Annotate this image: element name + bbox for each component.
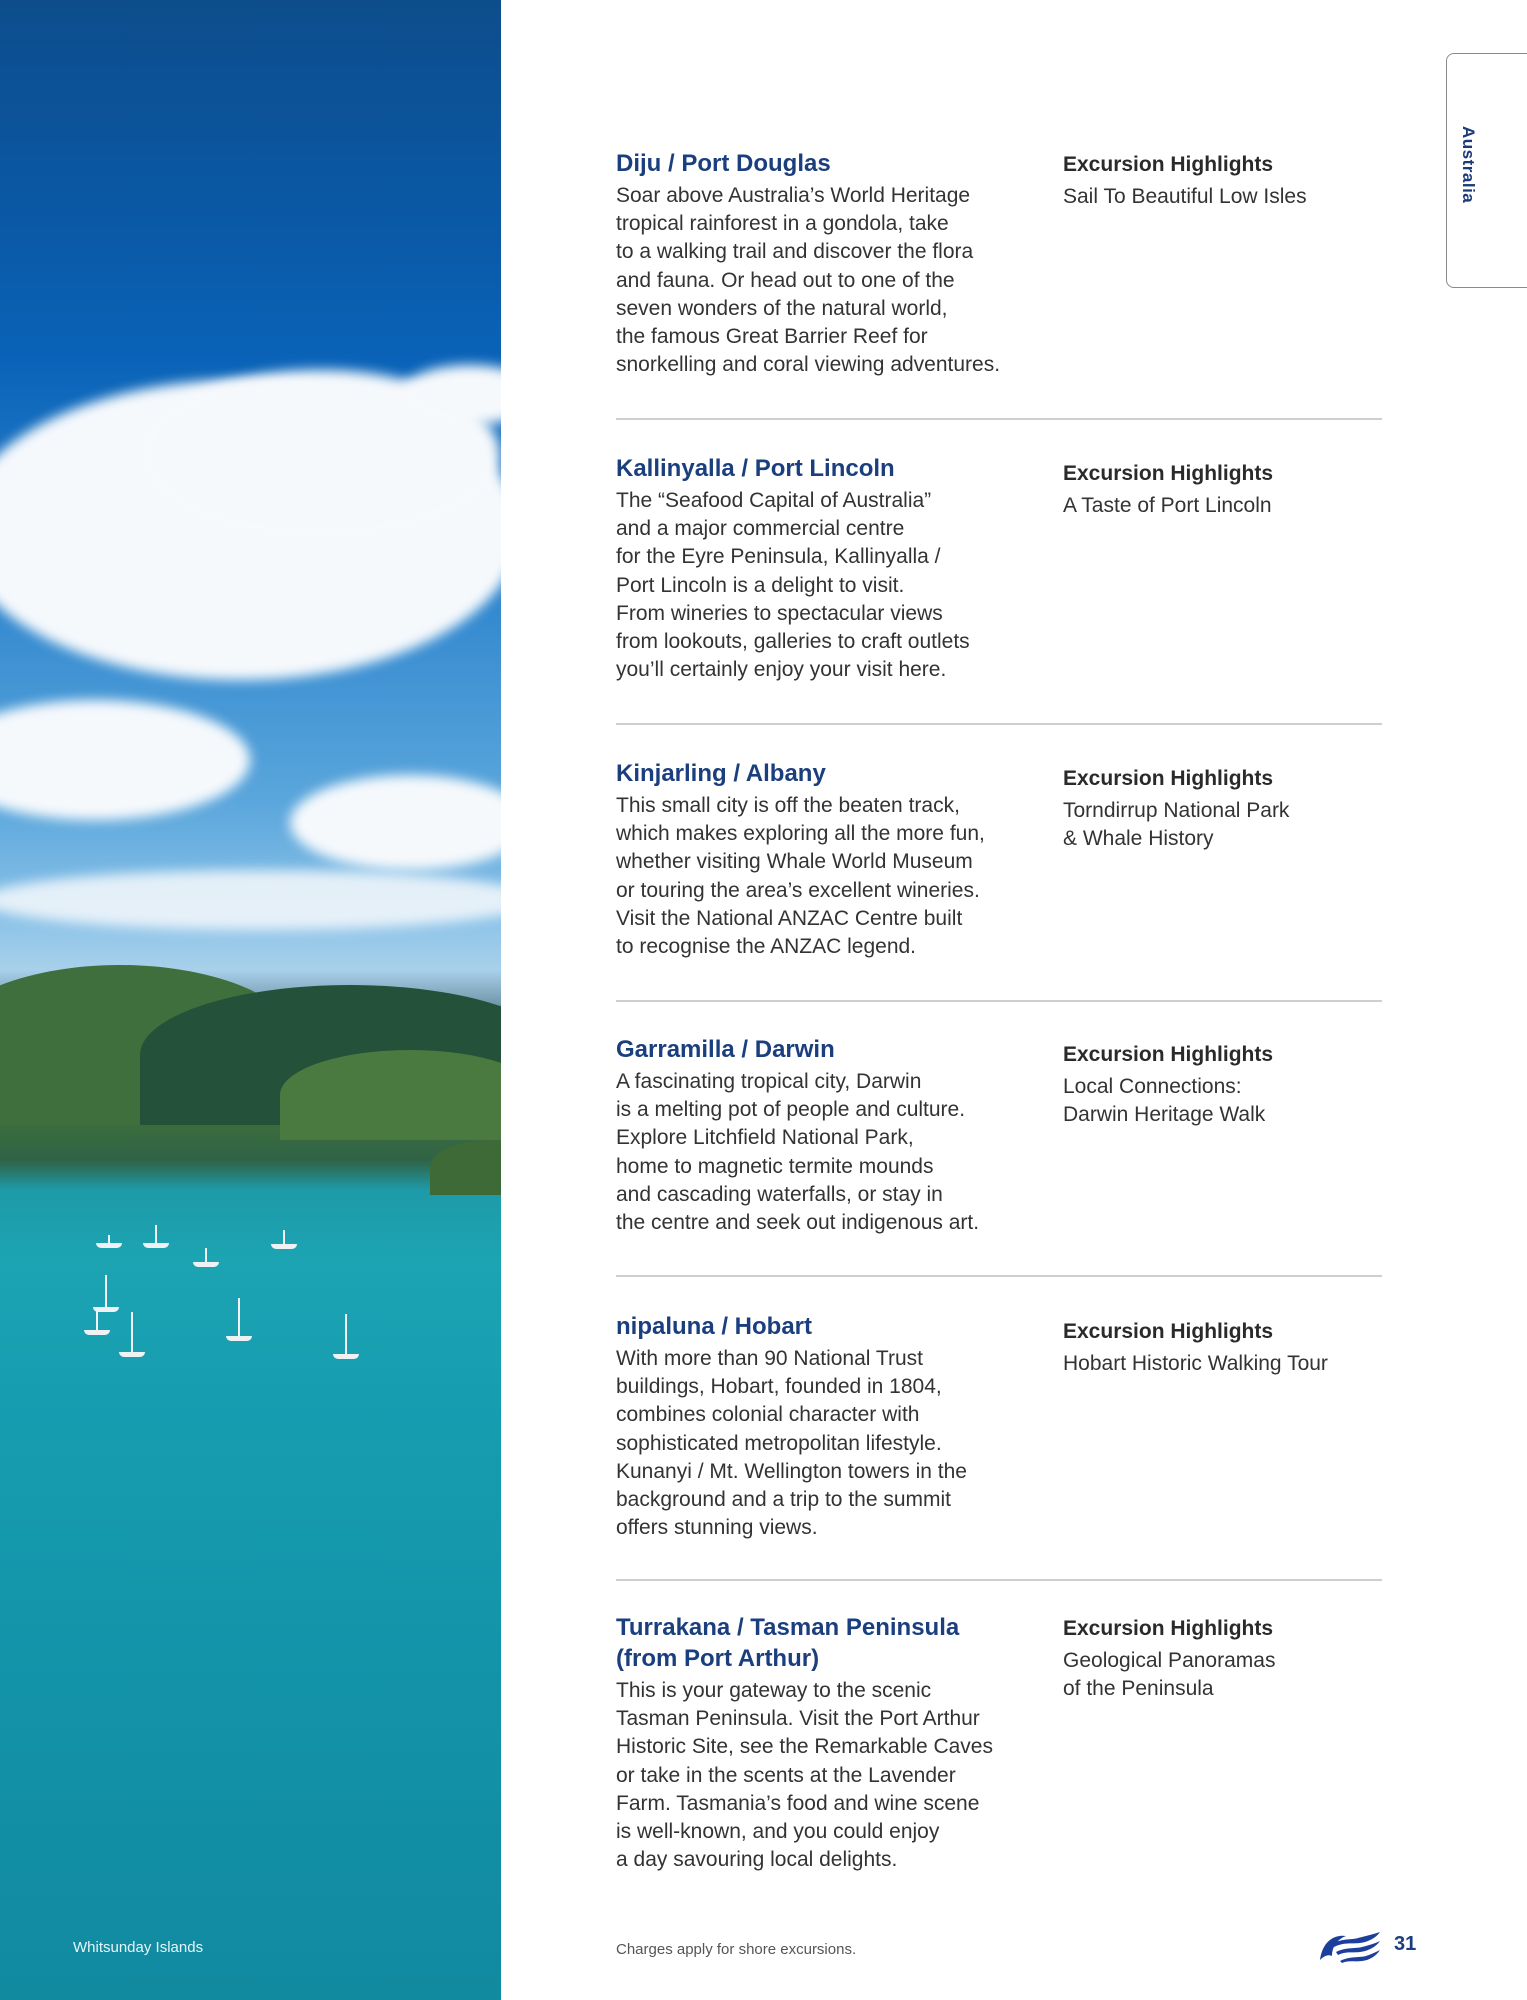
body-line: and cascading waterfalls, or stay in [616, 1182, 943, 1206]
destination-description [616, 182, 1046, 379]
body-line: Kunanyi / Mt. Wellington towers in the [616, 1459, 967, 1483]
body-line: home to magnetic termite mounds [616, 1154, 934, 1178]
destination-section-tasman-peninsula [616, 1612, 1396, 1874]
highlights-label: Excursion Highlights [1063, 1320, 1274, 1343]
body-line: the centre and seek out indigenous art. [616, 1211, 980, 1235]
excursion-highlights [1063, 1612, 1393, 1703]
highlights-label: Excursion Highlights [1063, 462, 1274, 485]
body-line: which makes exploring all the more fun, [616, 822, 985, 846]
body-line: or touring the area’s excellent wineries. [616, 878, 980, 902]
cloud-shape [290, 775, 501, 870]
highlight-line: Sail To Beautiful Low Isles [1063, 185, 1307, 208]
body-line: tropical rainforest in a gondola, take [616, 212, 949, 236]
body-line: or take in the scents at the Lavender [616, 1763, 956, 1787]
wave-logo-icon [1318, 1930, 1382, 1964]
destination-description [616, 1345, 1046, 1542]
section-divider [616, 1579, 1382, 1581]
body-line: With more than 90 National Trust [616, 1347, 923, 1370]
body-line: for the Eyre Peninsula, Kallinyalla / [616, 545, 941, 569]
highlight-line: A Taste of Port Lincoln [1063, 494, 1272, 517]
destination-title: Kallinyalla / Port Lincoln [616, 455, 895, 482]
body-line: A fascinating tropical city, Darwin [616, 1070, 922, 1093]
boat [283, 1230, 285, 1244]
destination-title: nipaluna / Hobart [616, 1313, 813, 1340]
boat [108, 1235, 110, 1243]
cloud-shape [0, 700, 250, 820]
body-line: snorkelling and coral viewing adventures. [616, 353, 1001, 377]
footnote-charges: Charges apply for shore excursions. [616, 1941, 857, 1958]
body-line: This small city is off the beaten track, [616, 794, 960, 817]
highlight-line: of the Peninsula [1063, 1677, 1214, 1701]
highlights-value [1063, 1350, 1393, 1378]
excursion-highlights [1063, 762, 1393, 853]
body-line: you’ll certainly enjoy your visit here. [616, 658, 947, 682]
body-line: Tasman Peninsula. Visit the Port Arthur [616, 1707, 980, 1731]
excursion-highlights [1063, 148, 1393, 211]
boat [155, 1225, 157, 1243]
section-divider [616, 1000, 1382, 1002]
boat [205, 1248, 207, 1262]
body-line: is a melting pot of people and culture. [616, 1098, 966, 1122]
boat [105, 1275, 107, 1307]
body-line: offers stunning views. [616, 1516, 818, 1540]
highlights-label: Excursion Highlights [1063, 153, 1274, 176]
body-line: is well-known, and you could enjoy [616, 1820, 940, 1844]
highlights-value [1063, 1073, 1393, 1129]
page-number: 31 [1394, 1933, 1417, 1955]
destination-section-hobart [616, 1311, 1396, 1542]
body-line: to a walking trail and discover the flora [616, 240, 974, 264]
body-line: This is your gateway to the scenic [616, 1679, 932, 1702]
destination-section-port-douglas [616, 148, 1396, 379]
highlight-line: & Whale History [1063, 827, 1214, 851]
body-line: combines colonial character with [616, 1403, 920, 1427]
body-line: Farm. Tasmania’s food and wine scene [616, 1791, 980, 1815]
body-line: whether visiting Whale World Museum [616, 850, 973, 874]
destination-description [616, 1677, 1046, 1874]
body-line: sophisticated metropolitan lifestyle. [616, 1431, 942, 1455]
highlights-value [1063, 492, 1393, 520]
body-line: background and a trip to the summit [616, 1488, 952, 1512]
destination-section-darwin [616, 1034, 1396, 1237]
highlights-value [1063, 1647, 1393, 1703]
highlight-line: Local Connections: [1063, 1075, 1242, 1098]
highlight-line: Hobart Historic Walking Tour [1063, 1352, 1328, 1375]
body-line: The “Seafood Capital of Australia” [616, 489, 932, 512]
destination-title: Diju / Port Douglas [616, 150, 831, 177]
destination-description [616, 487, 1046, 684]
highlights-label: Excursion Highlights [1063, 1617, 1274, 1640]
body-line: and fauna. Or head out to one of the [616, 268, 955, 292]
highlight-line: Torndirrup National Park [1063, 799, 1290, 822]
photo-caption: Whitsunday Islands [73, 1939, 204, 1956]
hill-shape [430, 1140, 501, 1195]
destination-description [616, 1068, 1046, 1237]
destination-title: Garramilla / Darwin [616, 1036, 835, 1063]
highlights-value [1063, 183, 1393, 211]
boat [238, 1298, 240, 1336]
destination-section-port-lincoln [616, 453, 1396, 684]
title-line: Turrakana / Tasman Peninsula [616, 1614, 960, 1641]
highlight-line: Geological Panoramas [1063, 1649, 1276, 1672]
body-line: Port Lincoln is a delight to visit. [616, 573, 905, 597]
body-line: Visit the National ANZAC Centre built [616, 906, 963, 930]
body-line: Soar above Australia’s World Heritage [616, 184, 971, 207]
cloud-shape [0, 870, 501, 930]
destination-section-albany [616, 758, 1396, 961]
body-line: buildings, Hobart, founded in 1804, [616, 1375, 942, 1399]
excursion-highlights [1063, 1038, 1393, 1129]
section-divider [616, 418, 1382, 420]
section-tab-label: Australia [1459, 126, 1478, 204]
body-line: Explore Litchfield National Park, [616, 1126, 914, 1150]
section-divider [616, 1275, 1382, 1277]
destination-description [616, 792, 1046, 961]
title-line: (from Port Arthur) [616, 1645, 820, 1672]
body-line: and a major commercial centre [616, 517, 905, 541]
body-line: seven wonders of the natural world, [616, 296, 948, 320]
hero-photo-whitsunday [0, 0, 501, 2000]
body-line: from lookouts, galleries to craft outlets [616, 630, 970, 654]
boat [131, 1312, 133, 1352]
highlights-label: Excursion Highlights [1063, 1043, 1274, 1066]
boat [345, 1314, 347, 1354]
excursion-highlights [1063, 1315, 1393, 1378]
body-line: to recognise the ANZAC legend. [616, 935, 917, 959]
body-line: a day savouring local delights. [616, 1848, 898, 1872]
boat [96, 1310, 98, 1330]
highlights-label: Excursion Highlights [1063, 767, 1274, 790]
section-divider [616, 723, 1382, 725]
excursion-highlights [1063, 457, 1393, 520]
destination-title: Kinjarling / Albany [616, 760, 826, 787]
highlight-line: Darwin Heritage Walk [1063, 1103, 1266, 1127]
highlights-value [1063, 797, 1393, 853]
body-line: From wineries to spectacular views [616, 601, 943, 625]
body-line: Historic Site, see the Remarkable Caves [616, 1735, 993, 1759]
body-line: the famous Great Barrier Reef for [616, 325, 928, 349]
